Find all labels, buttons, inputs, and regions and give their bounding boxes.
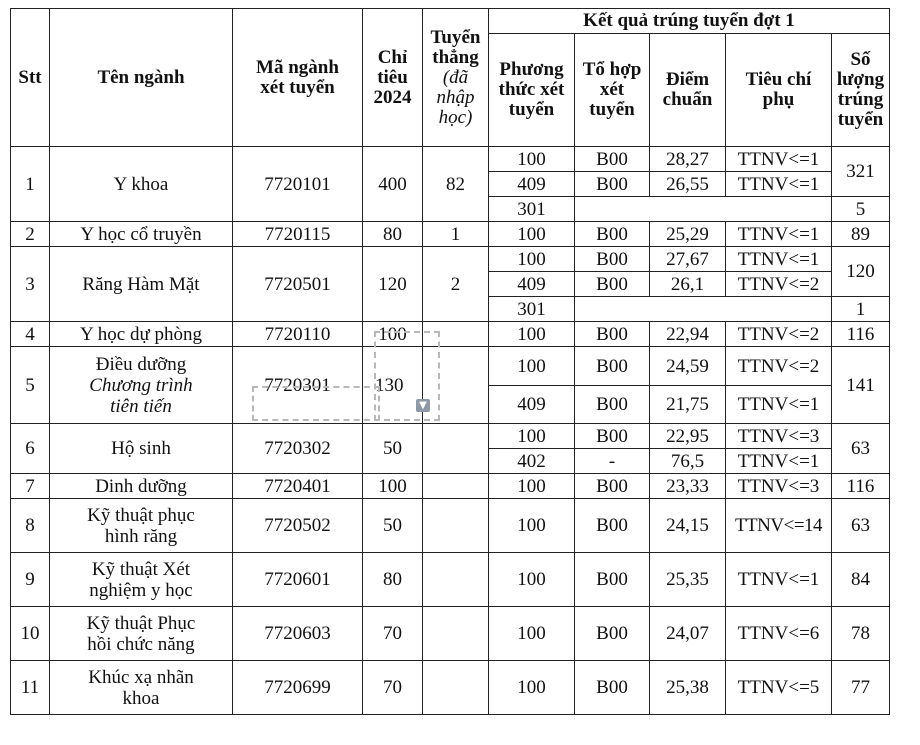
admitted-count-cell: 89 (832, 222, 890, 247)
combo-cell: B00 (575, 499, 650, 553)
score-cell: 22,95 (650, 424, 726, 449)
stt-cell: 11 (11, 661, 50, 715)
quota-cell: 50 (363, 424, 423, 474)
direct-admission-cell (423, 661, 489, 715)
table-row (11, 347, 890, 386)
program-code-cell: 7720110 (233, 322, 363, 347)
method-cell: 100 (489, 553, 575, 607)
program-name-cell: Y học cổ truyền (50, 222, 233, 247)
table-row (11, 499, 890, 553)
method-cell: 100 (489, 347, 575, 386)
quota-cell: 120 (363, 247, 423, 322)
table-row (11, 553, 890, 607)
direct-admission-cell (423, 607, 489, 661)
combo-cell: B00 (575, 172, 650, 197)
method-cell: 409 (489, 172, 575, 197)
method-cell: 409 (489, 386, 575, 424)
program-code-cell[interactable]: 7720301 (233, 347, 363, 424)
combo-cell: B00 (575, 661, 650, 715)
criteria-cell: TTNV<=1 (726, 553, 832, 607)
quota-cell: 400 (363, 147, 423, 222)
method-cell: 100 (489, 222, 575, 247)
program-name-cell: Kỹ thuật phục hình răng (50, 499, 233, 553)
quota-cell: 70 (363, 607, 423, 661)
combo-cell: B00 (575, 247, 650, 272)
quota-cell[interactable]: 100 (363, 322, 423, 347)
score-cell: 25,35 (650, 553, 726, 607)
criteria-cell: TTNV<=2 (726, 322, 832, 347)
direct-admission-cell: 82 (423, 147, 489, 222)
program-code-cell: 7720302 (233, 424, 363, 474)
method-cell: 100 (489, 499, 575, 553)
quota-cell: 50 (363, 499, 423, 553)
score-cell: 28,27 (650, 147, 726, 172)
score-cell: 76,5 (650, 449, 726, 474)
stt-cell: 1 (11, 147, 50, 222)
method-cell: 100 (489, 661, 575, 715)
table-row (11, 474, 890, 499)
program-name-cell: Răng Hàm Mặt (50, 247, 233, 322)
admitted-count-cell: 141 (832, 347, 890, 424)
score-cell: 24,07 (650, 607, 726, 661)
admitted-count-cell: 63 (832, 424, 890, 474)
criteria-cell: TTNV<=3 (726, 474, 832, 499)
program-name-cell: Dinh dưỡng (50, 474, 233, 499)
criteria-cell: TTNV<=2 (726, 272, 832, 297)
stt-cell: 10 (11, 607, 50, 661)
stt-cell: 2 (11, 222, 50, 247)
admitted-count-cell: 5 (832, 197, 890, 222)
program-name-cell: Hộ sinh (50, 424, 233, 474)
method-cell: 402 (489, 449, 575, 474)
direct-admission-cell (423, 347, 489, 424)
direct-admission-cell: 2 (423, 247, 489, 322)
quota-cell: 70 (363, 661, 423, 715)
method-cell: 100 (489, 607, 575, 661)
empty-merged-cell (575, 197, 832, 222)
score-cell: 21,75 (650, 386, 726, 424)
criteria-cell: TTNV<=1 (726, 386, 832, 424)
stt-cell: 6 (11, 424, 50, 474)
method-cell: 301 (489, 297, 575, 322)
criteria-cell: TTNV<=14 (726, 499, 832, 553)
direct-admission-cell (423, 474, 489, 499)
direct-admission-cell (423, 424, 489, 474)
admitted-count-cell: 77 (832, 661, 890, 715)
program-code-cell: 7720601 (233, 553, 363, 607)
header-so-luong: Số lượng trúng tuyển (832, 34, 890, 147)
criteria-cell: TTNV<=5 (726, 661, 832, 715)
admitted-count-cell: 84 (832, 553, 890, 607)
score-cell: 25,38 (650, 661, 726, 715)
score-cell: 25,29 (650, 222, 726, 247)
direct-admission-cell: 1 (423, 222, 489, 247)
program-code-cell: 7720401 (233, 474, 363, 499)
direct-admission-cell (423, 499, 489, 553)
method-cell: 100 (489, 322, 575, 347)
score-cell: 26,55 (650, 172, 726, 197)
program-name-cell: Kỹ thuật Xét nghiệm y học (50, 553, 233, 607)
combo-cell: B00 (575, 386, 650, 424)
stt-cell: 7 (11, 474, 50, 499)
method-cell: 100 (489, 147, 575, 172)
quota-cell: 80 (363, 553, 423, 607)
combo-cell: B00 (575, 424, 650, 449)
header-to-hop: Tổ hợp xét tuyển (575, 34, 650, 147)
score-cell: 27,67 (650, 247, 726, 272)
stt-cell: 3 (11, 247, 50, 322)
criteria-cell: TTNV<=6 (726, 607, 832, 661)
stt-cell: 9 (11, 553, 50, 607)
table-row (11, 147, 890, 172)
criteria-cell: TTNV<=1 (726, 147, 832, 172)
chevron-down-icon[interactable]: ▼ (416, 399, 430, 412)
method-cell: 301 (489, 197, 575, 222)
method-cell: 100 (489, 474, 575, 499)
combo-cell: B00 (575, 347, 650, 386)
program-name-cell: Y khoa (50, 147, 233, 222)
criteria-cell: TTNV<=1 (726, 449, 832, 474)
header-ma-nganh: Mã ngành xét tuyển (233, 9, 363, 147)
admitted-count-cell: 321 (832, 147, 890, 197)
header-ket-qua: Kết quả trúng tuyển đợt 1 (489, 9, 890, 34)
program-name-cell: Y học dự phòng (50, 322, 233, 347)
stt-cell: 4 (11, 322, 50, 347)
program-code-cell: 7720101 (233, 147, 363, 222)
table-row (11, 424, 890, 449)
admitted-count-cell: 1 (832, 297, 890, 322)
criteria-cell: TTNV<=1 (726, 172, 832, 197)
header-diem-chuan: Điểm chuẩn (650, 34, 726, 147)
admitted-count-cell: 116 (832, 322, 890, 347)
admission-results-table (10, 8, 890, 715)
table-row (11, 661, 890, 715)
empty-merged-cell (575, 297, 832, 322)
combo-cell: B00 (575, 607, 650, 661)
header-ten-nganh: Tên ngành (50, 9, 233, 147)
direct-admission-cell (423, 322, 489, 347)
criteria-cell: TTNV<=2 (726, 347, 832, 386)
admitted-count-cell: 120 (832, 247, 890, 297)
combo-cell: B00 (575, 272, 650, 297)
stt-cell: 5 (11, 347, 50, 424)
table-row (11, 607, 890, 661)
combo-cell: B00 (575, 147, 650, 172)
header-chi-tieu: Chỉ tiêu 2024 (363, 9, 423, 147)
quota-cell[interactable]: 130 (363, 347, 423, 424)
score-cell: 26,1 (650, 272, 726, 297)
combo-cell: B00 (575, 474, 650, 499)
quota-cell: 80 (363, 222, 423, 247)
score-cell: 22,94 (650, 322, 726, 347)
criteria-cell: TTNV<=1 (726, 222, 832, 247)
score-cell: 24,15 (650, 499, 726, 553)
method-cell: 100 (489, 424, 575, 449)
header-tuyen-thang: Tuyển thẳng (đã nhập học) (423, 9, 489, 147)
stt-cell: 8 (11, 499, 50, 553)
criteria-cell: TTNV<=3 (726, 424, 832, 449)
table-row (11, 322, 890, 347)
program-code-cell: 7720603 (233, 607, 363, 661)
program-code-cell: 7720115 (233, 222, 363, 247)
header-phuong-thuc: Phương thức xét tuyển (489, 34, 575, 147)
method-cell: 100 (489, 247, 575, 272)
criteria-cell: TTNV<=1 (726, 247, 832, 272)
quota-cell: 100 (363, 474, 423, 499)
table-row (11, 222, 890, 247)
method-cell: 409 (489, 272, 575, 297)
table-row (11, 247, 890, 272)
admitted-count-cell: 116 (832, 474, 890, 499)
admitted-count-cell: 63 (832, 499, 890, 553)
score-cell: 23,33 (650, 474, 726, 499)
program-code-cell: 7720699 (233, 661, 363, 715)
combo-cell: B00 (575, 553, 650, 607)
score-cell: 24,59 (650, 347, 726, 386)
direct-admission-cell (423, 553, 489, 607)
program-name-cell: Kỹ thuật Phục hồi chức năng (50, 607, 233, 661)
program-name-cell: Khúc xạ nhãn khoa (50, 661, 233, 715)
program-name-cell: Điều dưỡng Chương trình tiên tiến (50, 347, 233, 424)
combo-cell: B00 (575, 322, 650, 347)
admitted-count-cell: 78 (832, 607, 890, 661)
header-tieu-chi: Tiêu chí phụ (726, 34, 832, 147)
header-stt: Stt (11, 9, 50, 147)
combo-cell: - (575, 449, 650, 474)
combo-cell: B00 (575, 222, 650, 247)
program-code-cell: 7720502 (233, 499, 363, 553)
program-code-cell: 7720501 (233, 247, 363, 322)
